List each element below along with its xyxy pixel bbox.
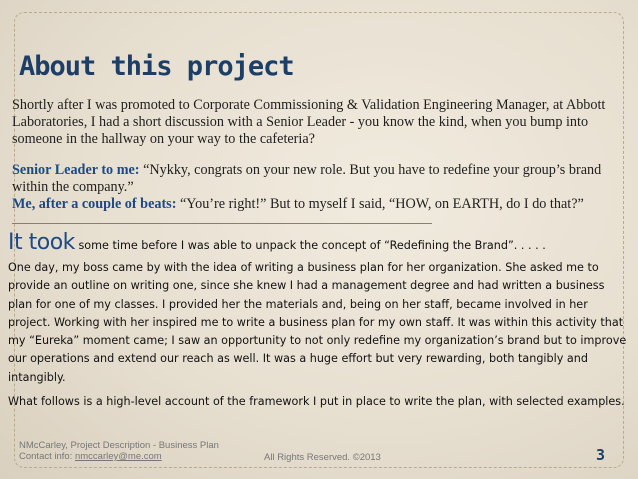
page-number: 3 — [596, 446, 606, 464]
speaker-me: Me, after a couple of beats: — [12, 196, 177, 212]
copyright-notice: All Rights Reserved. ©2013 — [264, 452, 381, 463]
contact-label: Contact info: — [19, 451, 75, 462]
divider-line — [12, 223, 432, 224]
footer-contact — [19, 451, 219, 462]
quote-me — [12, 196, 624, 213]
follows-paragraph: What follows is a high-level account of the framework I put in place to write the plan, with selected examples. — [8, 395, 625, 408]
quote-senior-leader — [12, 162, 624, 196]
it-took-lead: It took — [8, 230, 75, 255]
footer-credits — [19, 440, 219, 462]
story-paragraph: One day, my boss came by with the idea of writing a business plan for her organization. She asked me to provide an outline on writing one, since she knew I had a management degree and had written a business plan for one of my classes. I provided her the materials and, being on her staff, became involved in her project. Working with her inspired me to write a business plan for my own staff. It was within this activity that my “Eureka” moment came; I saw an opportunity to not only redefine my organization’s brand but to improve our operations and extend our reach as well. It was a huge effort but very rewarding, both tangibly and intangibly. — [8, 261, 627, 384]
dialogue — [12, 162, 624, 213]
it-took-rest: some time before I was able to unpack the concept of “Redefining the Brand”. . . . . — [74, 239, 546, 252]
it-took-line — [8, 230, 628, 255]
email-link[interactable]: nmccarley@me.com — [74, 451, 162, 462]
slide-title: About this project — [19, 51, 294, 82]
quote-senior-leader-text: “Nykky, congrats on your new role. But you have to redefine your group’s brand within the company.” — [12, 162, 602, 195]
intro-text: Shortly after I was promoted to Corporate Commissioning & Validation Engineering Manager, at Abbott Laboratories, I had a short discussion with a Senior Leader - you know the kind, when you bump into someone in the hallway on your way to the cafeteria? — [12, 97, 606, 147]
quote-me-text: “You’re right!” But to myself I said, “HOW, on EARTH, do I do that?” — [176, 196, 584, 212]
speaker-senior-leader: Senior Leader to me: — [12, 162, 140, 178]
intro-paragraph — [12, 97, 622, 148]
footer-line-1: NMcCarley, Project Description - Business Plan — [19, 440, 219, 451]
